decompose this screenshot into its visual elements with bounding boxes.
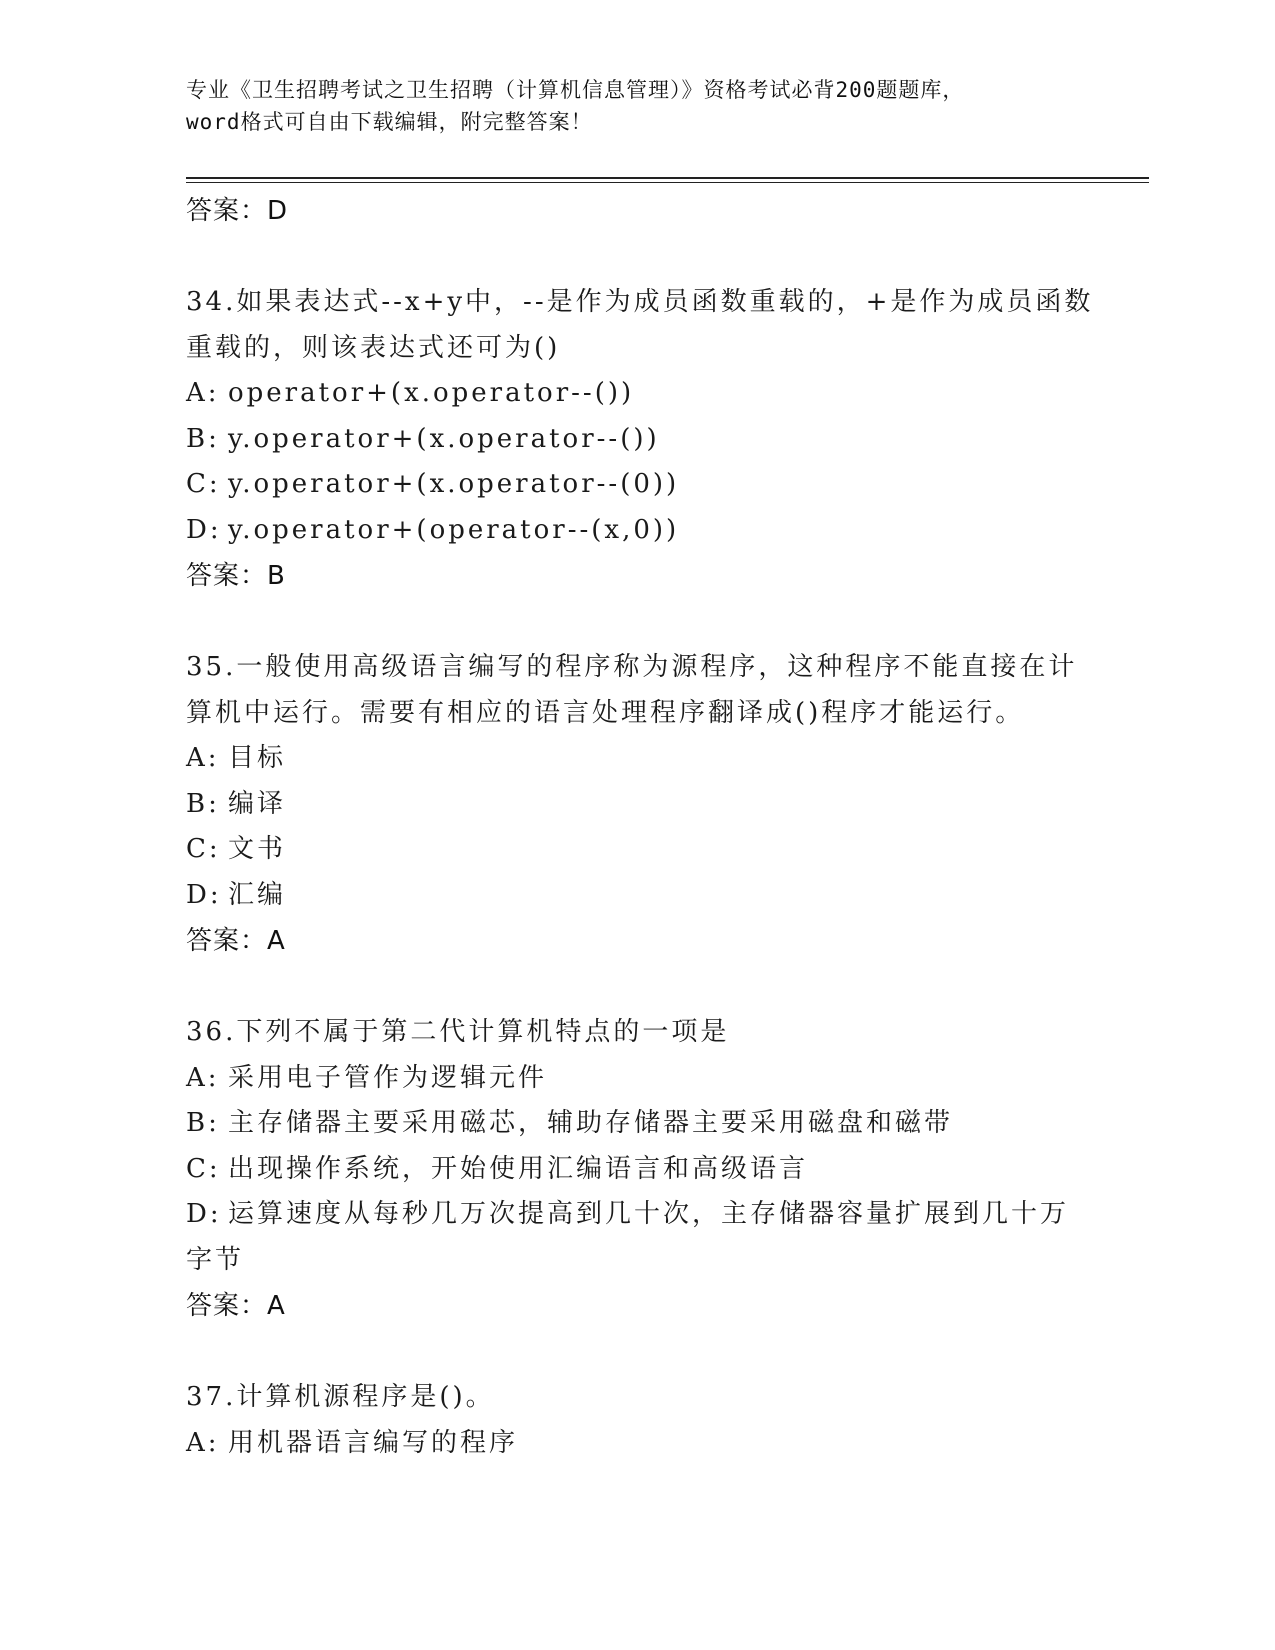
option-letter: C: bbox=[186, 1153, 221, 1184]
option-letter: B: bbox=[186, 1108, 220, 1138]
option-letter: B: bbox=[186, 788, 220, 819]
option-text: 文书 bbox=[228, 834, 287, 864]
document-header bbox=[186, 74, 1086, 138]
option-text: 运算速度从每秒几万次提高到几十次，主存储器容量扩展到几十万 bbox=[228, 1199, 1070, 1229]
option-b bbox=[186, 782, 1086, 828]
option-text: 主存储器主要采用磁芯，辅助存储器主要采用磁盘和磁带 bbox=[228, 1108, 954, 1138]
option-a bbox=[186, 1056, 1086, 1102]
question-text: 37.计算机源程序是()。 bbox=[186, 1382, 495, 1412]
question-list bbox=[186, 188, 1094, 1466]
option-d bbox=[186, 508, 1086, 554]
option-text: operator+(x.operator--()) bbox=[228, 378, 635, 408]
option-letter: C: bbox=[186, 469, 221, 499]
question-block bbox=[186, 1010, 1086, 1329]
option-text: y.operator+(x.operator--(0)) bbox=[228, 469, 680, 499]
question-text: 算机中运行。需要有相应的语言处理程序翻译成()程序才能运行。 bbox=[186, 697, 1025, 728]
option-text: y.operator+(operator--(x,0)) bbox=[228, 514, 680, 545]
option-c bbox=[186, 827, 1086, 873]
question-block bbox=[186, 645, 1086, 964]
option-letter: D: bbox=[186, 879, 222, 910]
option-text: 目标 bbox=[228, 743, 287, 773]
option-letter: A: bbox=[186, 1062, 220, 1093]
option-d bbox=[186, 1192, 1086, 1238]
question-text: 35.一般使用高级语言编写的程序称为源程序，这种程序不能直接在计 bbox=[186, 652, 1078, 682]
answer-label: 答案：D bbox=[186, 196, 289, 226]
option-text: 用机器语言编写的程序 bbox=[228, 1427, 519, 1458]
answer-label: 答案：A bbox=[186, 926, 286, 956]
option-text: y.operator+(x.operator--()) bbox=[228, 423, 660, 454]
option-letter: B: bbox=[186, 423, 220, 454]
option-d bbox=[186, 873, 1086, 919]
option-b bbox=[186, 417, 1086, 463]
header-divider-thin bbox=[186, 182, 1149, 183]
option-a bbox=[186, 371, 1086, 417]
option-letter: D: bbox=[186, 514, 222, 545]
header-divider bbox=[186, 177, 1149, 179]
option-c bbox=[186, 462, 1086, 508]
question-block bbox=[186, 1375, 1086, 1466]
question-block bbox=[186, 280, 1094, 599]
question-text: 34.如果表达式--x+y中，--是作为成员函数重载的，+是作为成员函数 bbox=[186, 287, 1094, 317]
option-text: 编译 bbox=[228, 788, 287, 819]
option-letter: A: bbox=[186, 378, 220, 408]
option-text: 采用电子管作为逻辑元件 bbox=[228, 1062, 548, 1093]
option-a bbox=[186, 736, 1086, 782]
option-b bbox=[186, 1101, 1086, 1147]
option-letter: A: bbox=[186, 1427, 220, 1458]
question-text: 重载的，则该表达式还可为() bbox=[186, 332, 561, 363]
option-letter: C: bbox=[186, 834, 221, 864]
question-text: 36.下列不属于第二代计算机特点的一项是 bbox=[186, 1017, 730, 1047]
header-line-2: word格式可自由下载编辑，附完整答案！ bbox=[186, 110, 593, 134]
option-a bbox=[186, 1421, 1086, 1467]
option-c bbox=[186, 1147, 1086, 1193]
option-letter: D: bbox=[186, 1199, 222, 1229]
option-text: 出现操作系统，开始使用汇编语言和高级语言 bbox=[228, 1153, 809, 1184]
option-letter: A: bbox=[186, 743, 220, 773]
answer-label: 答案：A bbox=[186, 1291, 286, 1321]
option-d-continuation: 字节 bbox=[186, 1244, 245, 1275]
answer-label: 答案：B bbox=[186, 561, 286, 591]
header-line-1: 专业《卫生招聘考试之卫生招聘（计算机信息管理）》资格考试必背200题题库， bbox=[186, 78, 965, 102]
option-text: 汇编 bbox=[228, 879, 287, 910]
